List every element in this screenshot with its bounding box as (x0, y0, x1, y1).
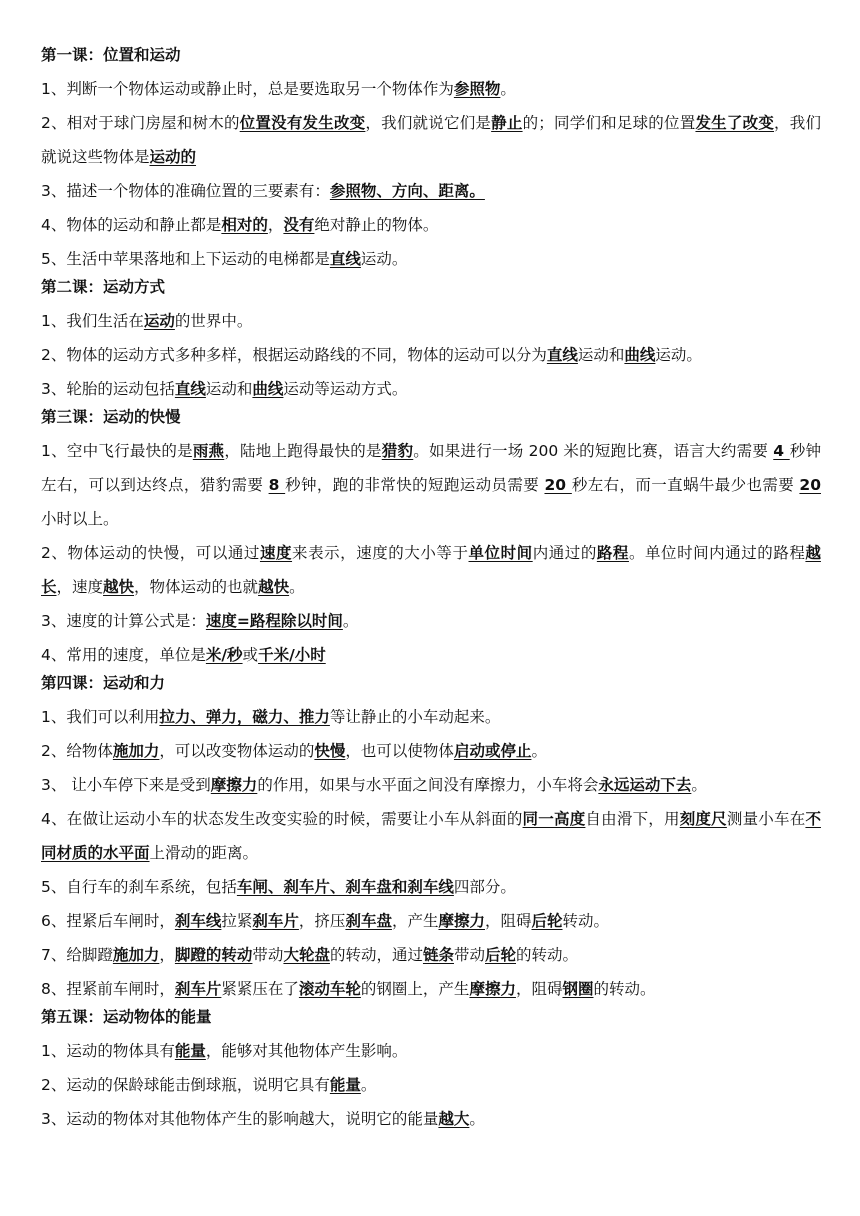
item-text: 。单位时间内通过的路程 (628, 544, 806, 562)
key-term: 位置没有发生改变 (239, 114, 366, 132)
item-text: 自由滑下，用 (585, 810, 680, 828)
item-text: 的；同学们和足球的位置 (522, 114, 696, 132)
item-text: 。 (342, 612, 359, 630)
item-text: 的世界中。 (174, 312, 253, 330)
key-term: 千米/小时 (258, 646, 326, 664)
key-term: 参照物 (453, 80, 501, 98)
item-text: ，物体运动的也就 (134, 578, 259, 596)
list-item (41, 802, 821, 870)
section-heading: 第二课：运动方式 (41, 278, 166, 296)
item-text: 。 (360, 1076, 377, 1094)
item-text: 的转动，通过 (329, 946, 423, 964)
list-item (41, 372, 821, 406)
item-text: 测量小车在 (726, 810, 806, 828)
key-term: 能量 (174, 1042, 206, 1060)
key-term: 越长 (41, 544, 821, 596)
item-text: 5、生活中苹果落地和上下运动的电梯都是 (41, 250, 330, 268)
list-item (41, 904, 821, 938)
item-text: 运动和 (205, 380, 253, 398)
item-text: 2、物体的运动方式多种多样，根据运动路线的不同，物体的运动可以分为 (41, 346, 547, 364)
key-term: 越快 (103, 578, 135, 596)
item-text: 带动 (453, 946, 485, 964)
list-item (41, 938, 821, 972)
list-item (41, 174, 821, 208)
list-item (41, 434, 821, 536)
item-text: 运动。 (655, 346, 702, 364)
key-term: 刻度尺 (679, 810, 727, 828)
list-item (41, 536, 821, 604)
item-text: 的转动。 (516, 946, 579, 964)
key-term: 曲线 (624, 346, 656, 364)
item-text: 2、给物体 (41, 742, 113, 760)
key-term: 后轮 (531, 912, 563, 930)
key-term: 车闸、刹车片、刹车盘和刹车线 (236, 878, 454, 896)
item-text: 2、运动的保龄球能击倒球瓶，说明它具有 (41, 1076, 330, 1094)
item-text: 内通过的 (532, 544, 597, 562)
key-term: 越快 (258, 578, 290, 596)
key-term: 启动或停止 (453, 742, 532, 760)
key-term: 运动的 (149, 148, 197, 166)
item-text: ，陆地上跑得最快的是 (224, 442, 382, 460)
item-text: 运动和 (577, 346, 625, 364)
item-text: ， (159, 946, 175, 964)
key-term: 直线 (174, 380, 206, 398)
key-term: 摩擦力 (469, 980, 516, 998)
item-text: 1、判断一个物体运动或静止时，总是要选取另一个物体作为 (41, 80, 454, 98)
item-text: 秒左右，而一直蜗牛最少也需要 (571, 476, 800, 494)
item-text: 8、捏紧前车闸时， (41, 980, 175, 998)
key-term: 单位时间 (468, 544, 533, 562)
key-term: 4 (773, 442, 790, 460)
item-text: 的作用，如果与水平面之间没有摩擦力，小车将会 (257, 776, 599, 794)
item-text: ，产生 (391, 912, 439, 930)
key-term: 速度 (259, 544, 293, 562)
key-term: 刹车盘 (345, 912, 392, 930)
item-text: ，也可以使物体 (345, 742, 454, 760)
item-text: ，挤压 (298, 912, 346, 930)
item-text: ，阻碍 (515, 980, 563, 998)
key-term: 链条 (422, 946, 454, 964)
item-text: 2、相对于球门房屋和树木的 (41, 114, 240, 132)
list-item (41, 768, 821, 802)
key-term: 没有 (283, 216, 315, 234)
item-text: 1、空中飞行最快的是 (41, 442, 193, 460)
key-term: 发生了改变 (695, 114, 775, 132)
key-term: 运动 (143, 312, 175, 330)
key-term: 同一高度 (522, 810, 586, 828)
list-item (41, 604, 821, 638)
section-heading: 第四课：运动和力 (41, 674, 166, 692)
key-term: 参照物、方向、距离。 (329, 182, 485, 200)
list-item (41, 972, 821, 1006)
item-text: 2、物体运动的快慢，可以通过 (41, 544, 260, 562)
key-term: 8 (268, 476, 286, 494)
item-text: 4、物体的运动和静止都是 (41, 216, 222, 234)
key-term: 刹车片 (174, 980, 222, 998)
item-text: 。 (289, 578, 305, 596)
key-term: 后轮 (485, 946, 517, 964)
item-text: 运动。 (360, 250, 408, 268)
item-text: 3、 让小车停下来是受到 (41, 776, 211, 794)
item-text: 6、捏紧后车闸时， (41, 912, 175, 930)
item-text: 3、轮胎的运动包括 (41, 380, 175, 398)
key-term: 摩擦力 (438, 912, 485, 930)
key-term: 速度=路程除以时间 (205, 612, 343, 630)
item-text: 。 (469, 1110, 485, 1128)
list-item (41, 734, 821, 768)
key-term: 施加力 (112, 946, 160, 964)
item-text: 1、我们生活在 (41, 312, 144, 330)
item-text: ，阻碍 (484, 912, 532, 930)
item-text: 5、自行车的刹车系统，包括 (41, 878, 237, 896)
section-heading: 第三课：运动的快慢 (41, 408, 181, 426)
list-item (41, 1068, 821, 1102)
key-term: 米/秒 (205, 646, 243, 664)
key-term: 施加力 (112, 742, 160, 760)
key-term: 直线 (329, 250, 361, 268)
item-text: 四部分。 (453, 878, 516, 896)
key-term: 大轮盘 (283, 946, 330, 964)
item-text: 。 (500, 80, 516, 98)
item-text: ，我们就说这些物体是 (41, 114, 821, 166)
section-heading: 第五课：运动物体的能量 (41, 1008, 212, 1026)
list-item (41, 208, 821, 242)
item-text: 3、描述一个物体的准确位置的三要素有： (41, 182, 330, 200)
list-item (41, 638, 821, 672)
key-term: 雨燕 (192, 442, 225, 460)
key-term: 20 (799, 476, 821, 494)
key-term: 滚动车轮 (298, 980, 361, 998)
item-text: 带动 (252, 946, 284, 964)
key-term: 越大 (438, 1110, 470, 1128)
key-term: 快慢 (314, 742, 346, 760)
key-term: 静止 (491, 114, 523, 132)
item-text: 秒钟，跑的非常快的短跑运动员需要 (285, 476, 545, 494)
key-term: 猎豹 (381, 442, 414, 460)
item-text: 的钢圈上，产生 (360, 980, 470, 998)
item-text: 。 (691, 776, 707, 794)
item-text: 1、运动的物体具有 (41, 1042, 175, 1060)
list-item (41, 304, 821, 338)
item-text: 上滑动的距离。 (149, 844, 259, 862)
list-item (41, 700, 821, 734)
key-term: 拉力、弹力，磁力、推力 (159, 708, 330, 726)
key-term: 20 (544, 476, 572, 494)
key-term: 直线 (546, 346, 578, 364)
item-text: ，可以改变物体运动的 (159, 742, 315, 760)
section-heading: 第一课：位置和运动 (41, 46, 181, 64)
key-term: 刹车片 (252, 912, 299, 930)
item-text: ， (267, 216, 284, 234)
item-text: 秒钟左右，可以到达终点，猎豹需要 (41, 442, 821, 494)
item-text: 运动等运动方式。 (283, 380, 408, 398)
list-item (41, 106, 821, 174)
list-item (41, 1034, 821, 1068)
item-text: 等让静止的小车动起来。 (329, 708, 501, 726)
key-term: 刹车线 (174, 912, 222, 930)
list-item (41, 1102, 821, 1136)
key-term: 能量 (329, 1076, 361, 1094)
document-body (41, 44, 821, 1136)
item-text: 转动。 (562, 912, 610, 930)
item-text: 3、速度的计算公式是： (41, 612, 206, 630)
item-text: 4、常用的速度，单位是 (41, 646, 206, 664)
item-text: 。 (531, 742, 547, 760)
item-text: 绝对静止的物体。 (314, 216, 439, 234)
key-term: 摩擦力 (210, 776, 258, 794)
list-item (41, 870, 821, 904)
key-term: 不同材质的水平面 (41, 810, 821, 862)
item-text: ，我们就说它们是 (365, 114, 492, 132)
item-text: 。如果进行一场 200 米的短跑比赛，语言大约需要 (413, 442, 774, 460)
item-text: ，能够对其他物体产生影响。 (205, 1042, 408, 1060)
item-text: 小时以上。 (41, 510, 119, 528)
key-term: 相对的 (221, 216, 268, 234)
list-item (41, 338, 821, 372)
item-text: 1、我们可以利用 (41, 708, 160, 726)
item-text: 紧紧压在了 (221, 980, 299, 998)
item-text: 3、运动的物体对其他物体产生的影响越大，说明它的能量 (41, 1110, 439, 1128)
item-text: 来表示，速度的大小等于 (292, 544, 469, 562)
key-term: 钢圈 (562, 980, 594, 998)
item-text: 4、在做让运动小车的状态发生改变实验的时候，需要让小车从斜面的 (41, 810, 523, 828)
item-text: 或 (242, 646, 259, 664)
list-item (41, 242, 821, 276)
key-term: 脚蹬的转动 (174, 946, 253, 964)
item-text: 的转动。 (593, 980, 656, 998)
key-term: 曲线 (252, 380, 284, 398)
key-term: 路程 (596, 544, 629, 562)
item-text: ，速度 (56, 578, 104, 596)
item-text: 拉紧 (221, 912, 253, 930)
key-term: 永远运动下去 (598, 776, 692, 794)
item-text: 7、给脚蹬 (41, 946, 113, 964)
list-item (41, 72, 821, 106)
